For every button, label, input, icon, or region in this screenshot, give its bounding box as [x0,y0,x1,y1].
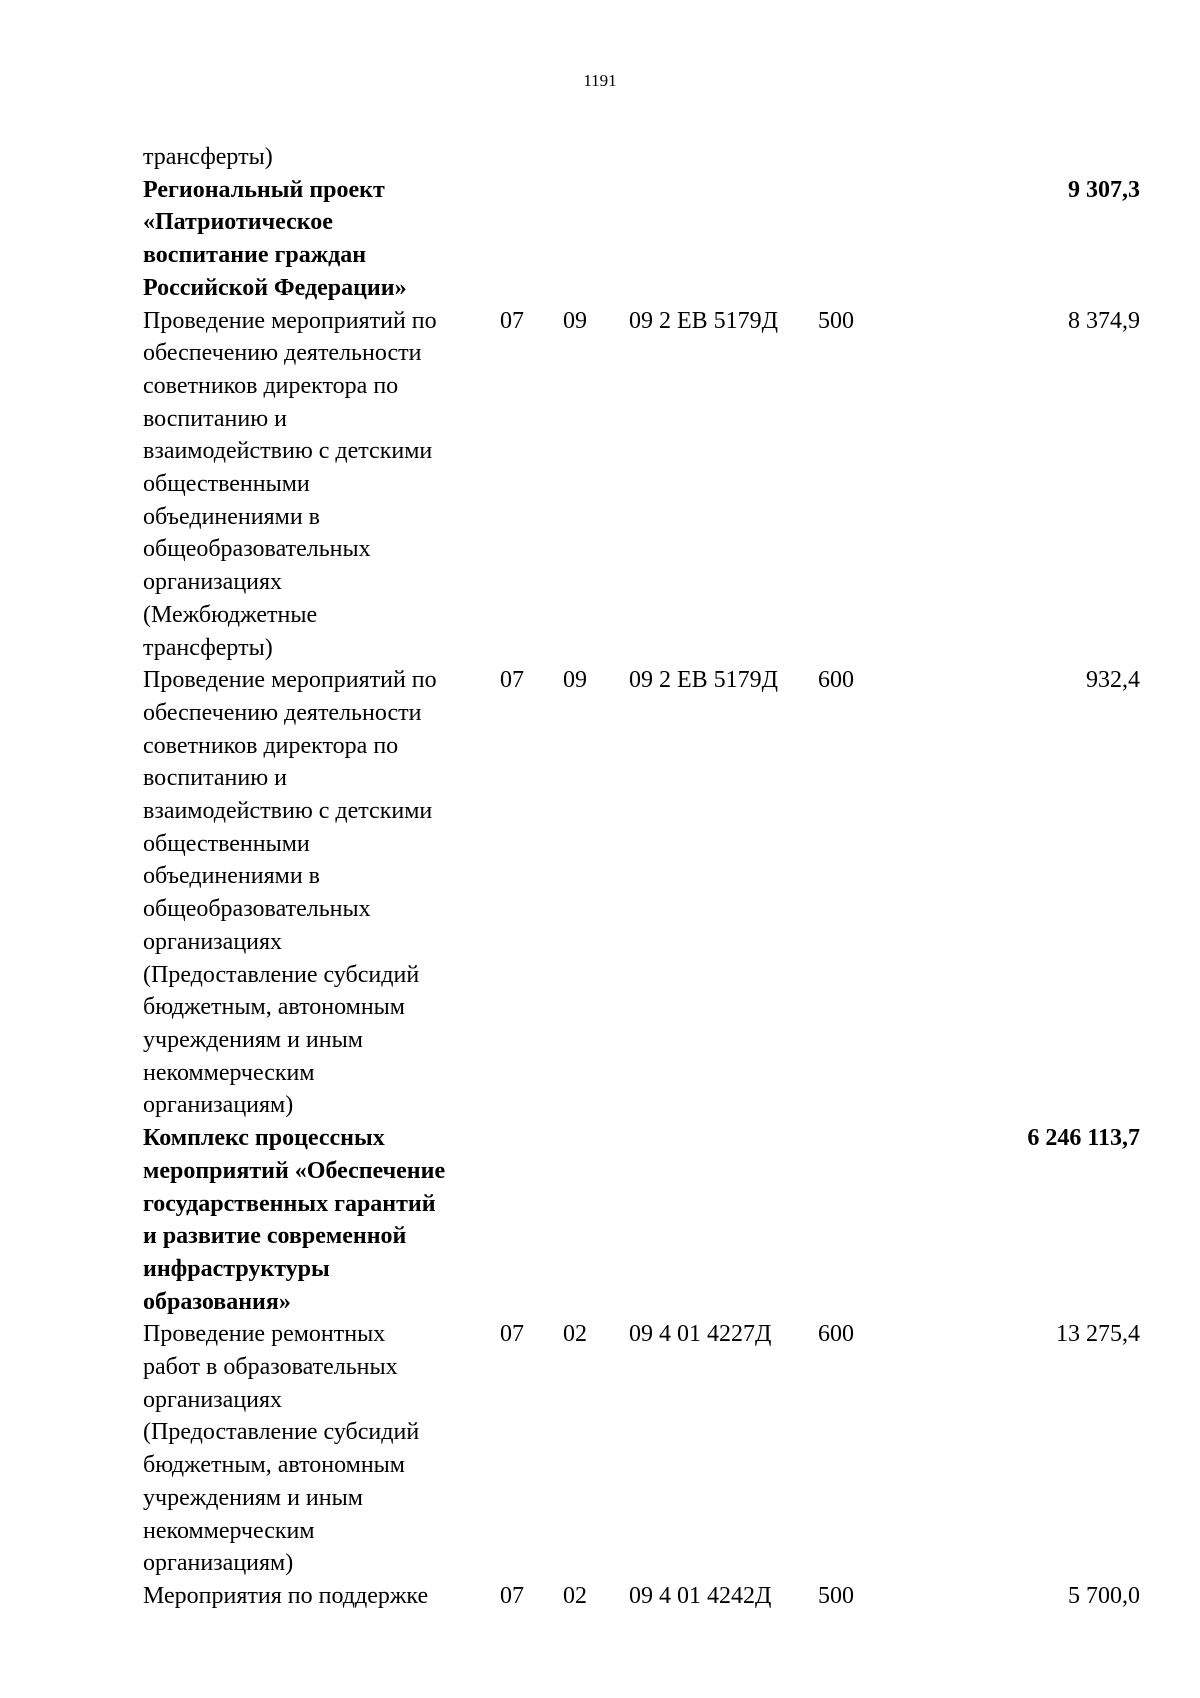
row-target-article: 09 2 ЕВ 5179Д [629,307,779,334]
row-subsection: 09 [563,667,587,694]
row-expense-type: 500 [818,307,854,334]
row-subsection: 02 [563,1321,587,1348]
table-row [0,1318,1200,1580]
row-amount: 9 307,3 [1068,176,1140,203]
page-number: 1191 [583,71,617,90]
row-subsection: 02 [563,1582,587,1609]
row-subsection: 09 [563,307,587,334]
row-expense-type: 500 [818,1582,854,1609]
row-description: Комплекс процессных мероприятий «Обеспечение государственных гарантий и развитие современной инфраструктуры образования» [143,1125,446,1315]
row-description: Проведение мероприятий по обеспечению деятельности советников директора по воспитанию и взаимодействию с детскими общественными объединениями в общеобразовательных организациях (Межбюджетные трансферты) [143,307,437,661]
row-description: Проведение мероприятий по обеспечению деятельности советников директора по воспитанию и взаимодействию с детскими общественными объединениями в общеобразовательных организациях (Предоставление субсидий бюджетным, автономным учреждениям и иным некоммерческим организациям) [143,667,437,1119]
row-amount: 6 246 113,7 [1027,1125,1140,1152]
row-expense-type: 600 [818,667,854,694]
table-row [0,305,1200,665]
row-target-article: 09 4 01 4242Д [629,1582,772,1609]
row-description: Проведение ремонтных работ в образовательных организациях (Предоставление субсидий бюджетным, автономным учреждениям и иным некоммерческим организациям) [143,1321,420,1577]
row-section: 07 [500,307,524,334]
row-section: 07 [500,1582,524,1609]
row-section: 07 [500,667,524,694]
row-amount: 932,4 [1086,667,1140,694]
table-row [0,141,1200,174]
table-row [0,664,1200,1122]
row-description: трансферты) [143,144,273,170]
table-row [0,174,1200,305]
budget-table [0,141,1200,1613]
row-expense-type: 600 [818,1321,854,1348]
row-amount: 5 700,0 [1068,1582,1140,1609]
row-target-article: 09 4 01 4227Д [629,1321,772,1348]
row-amount: 13 275,4 [1056,1321,1140,1348]
row-description: Региональный проект «Патриотическое воспитание граждан Российской Федерации» [143,176,407,301]
row-description: Мероприятия по поддержке [143,1582,429,1609]
table-row [0,1580,1200,1613]
row-section: 07 [500,1321,524,1348]
table-row [0,1122,1200,1318]
row-amount: 8 374,9 [1068,307,1140,334]
row-target-article: 09 2 ЕВ 5179Д [629,667,779,694]
